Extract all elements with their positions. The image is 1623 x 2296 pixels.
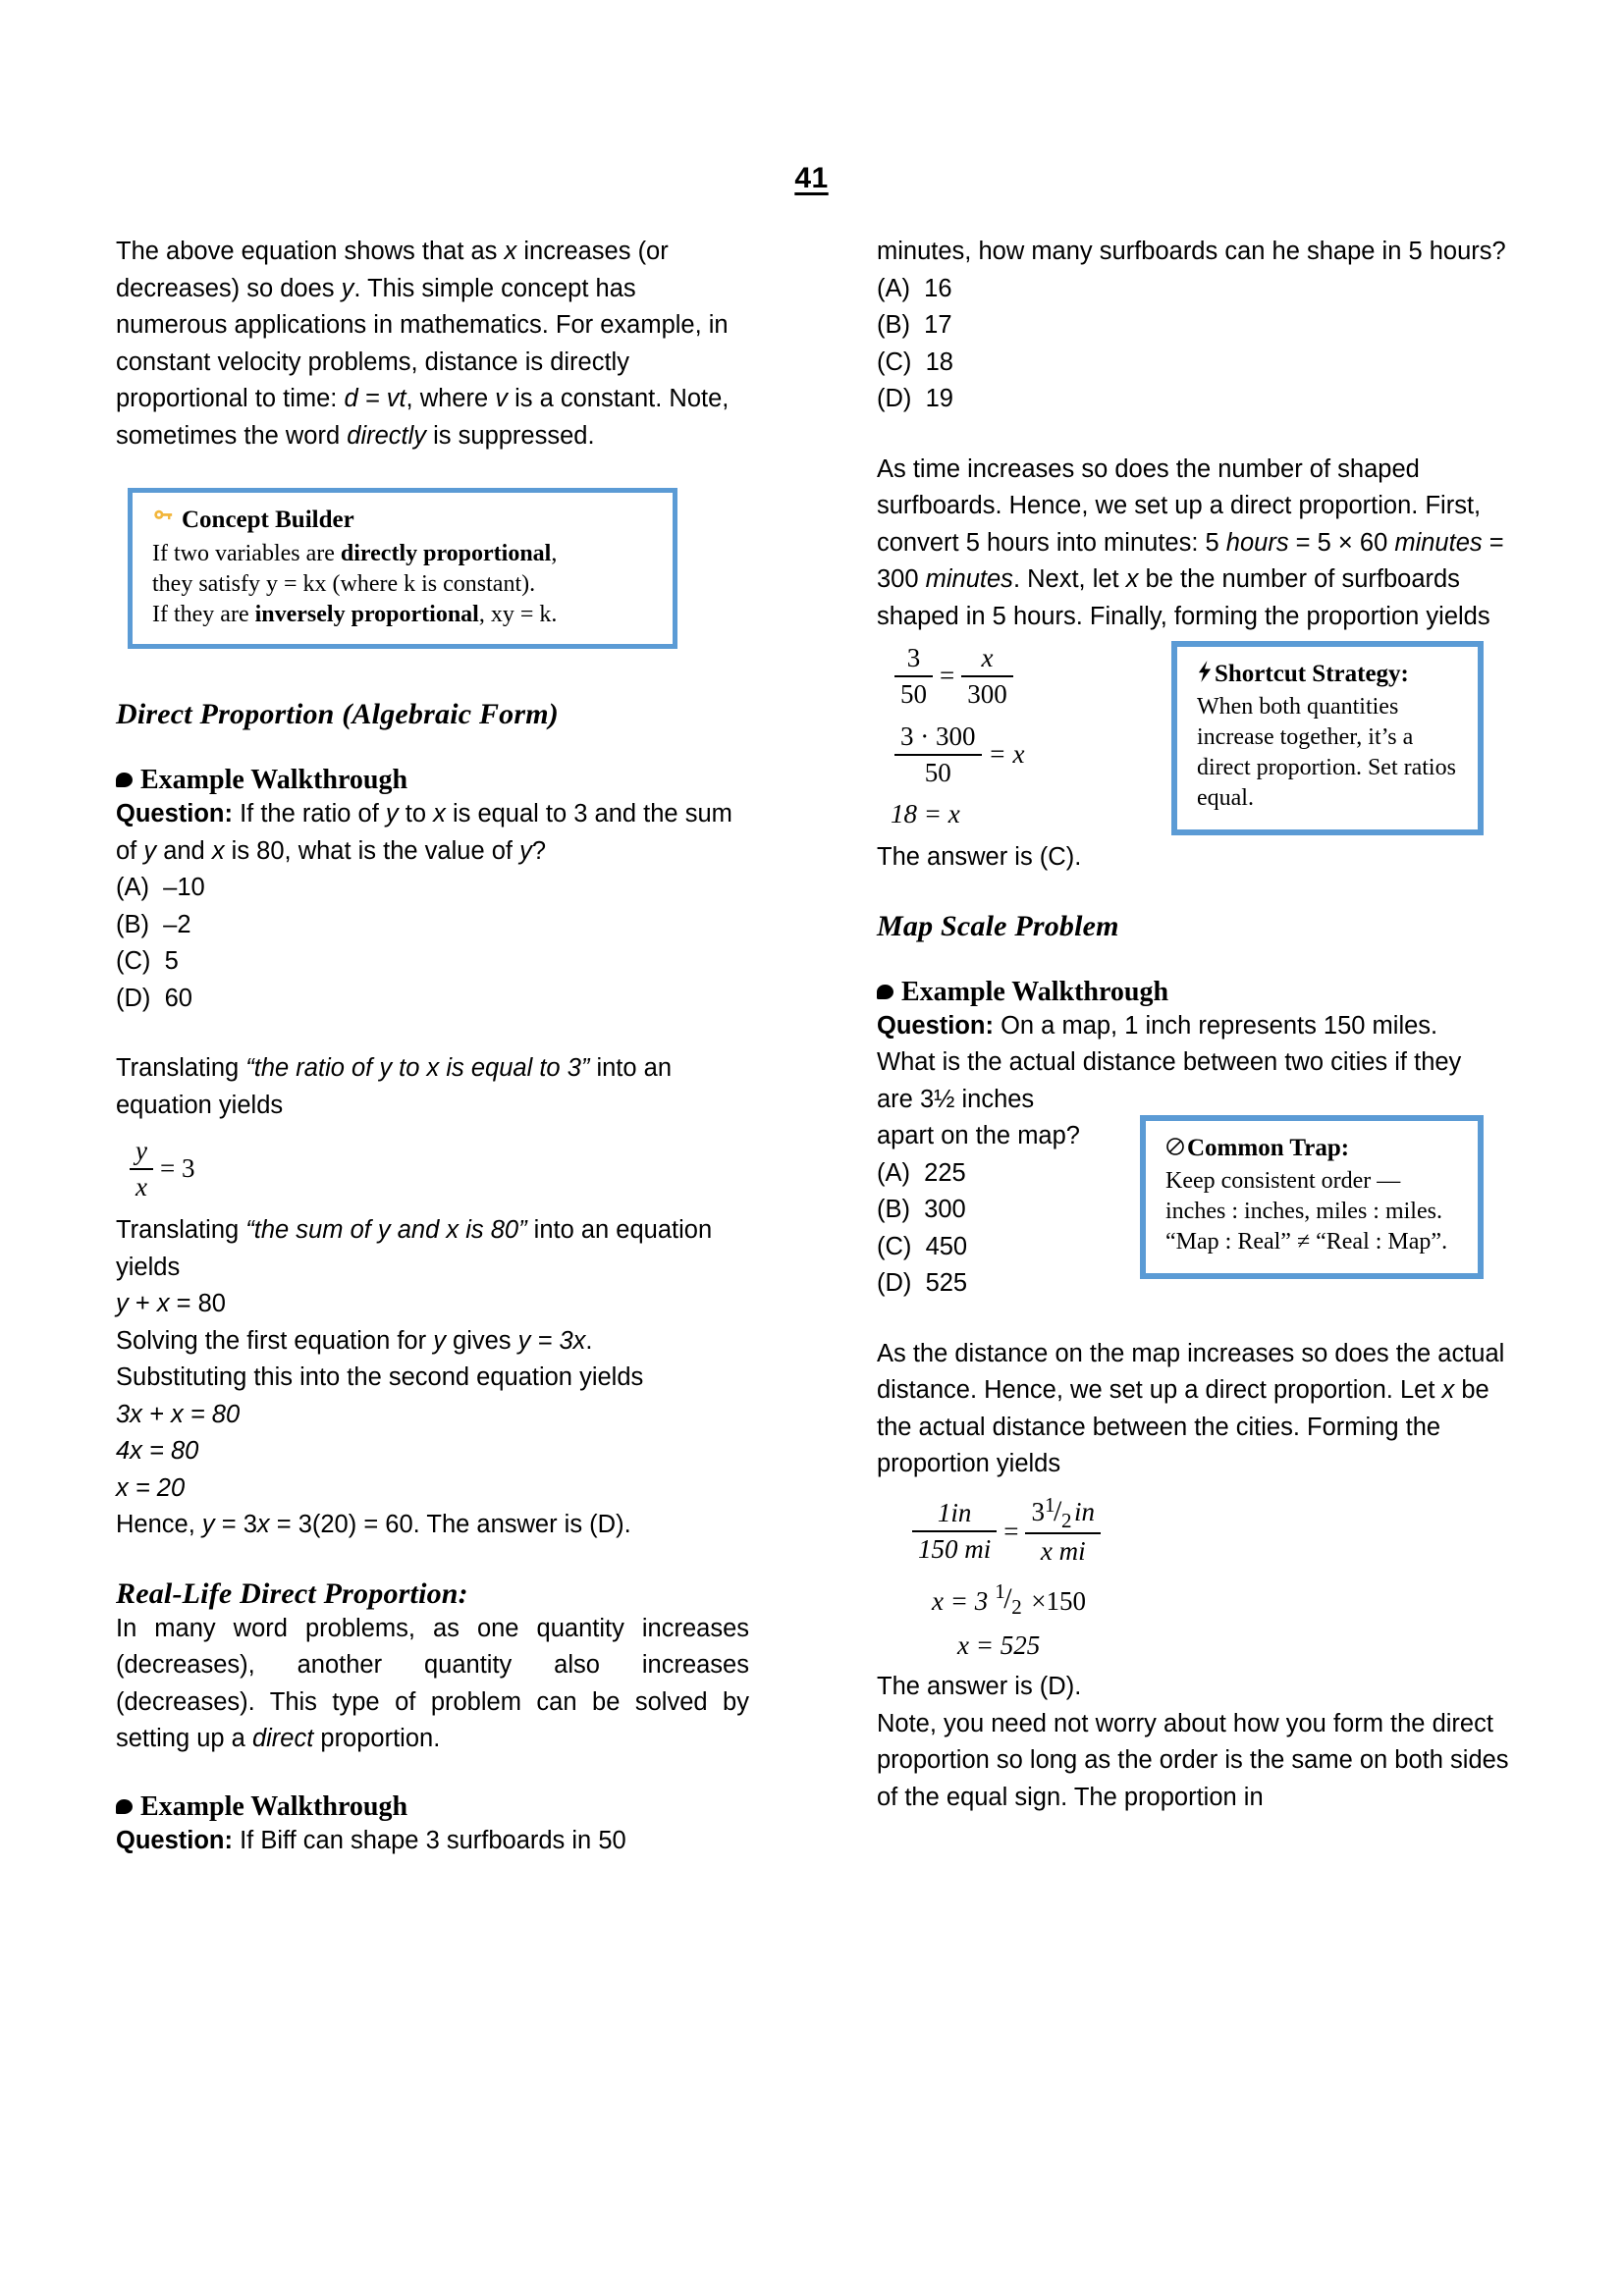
eq-sum-val: = 80 (169, 1290, 226, 1318)
question-1-label: Question: (116, 800, 233, 828)
mixed-denominator: 2 (1060, 1509, 1072, 1533)
equals-sign: = (940, 661, 955, 691)
answer-choice[interactable]: (D) 60 (116, 984, 192, 1012)
mixed-numerator: 1 (1044, 1493, 1055, 1518)
answer-line-1: The answer is (C). (877, 843, 1082, 871)
answer-choice[interactable]: (B) 300 (877, 1196, 966, 1223)
fraction-denominator: 50 (924, 758, 951, 788)
fraction-denominator: 50 (900, 679, 927, 710)
eq-sum-plus: + (128, 1290, 157, 1318)
solve-step (116, 1433, 749, 1470)
question-2 (116, 1823, 749, 1860)
common-trap-line-3: “Map : Real” ≠ “Real : Map”. (1165, 1228, 1448, 1255)
fraction-numerator: y (135, 1136, 147, 1165)
sl1-eq: y = 3x (517, 1326, 586, 1355)
concept-builder-line-3 (152, 600, 655, 630)
translate-line-1 (116, 1050, 749, 1124)
map-step2-b: ×150 (1031, 1585, 1086, 1616)
equation-step-2 (894, 721, 1171, 788)
fraction-bar (894, 675, 933, 677)
note-paragraph: Note, you need not worry about how you form the direct proportion so long as the order is the same on both sides of the equal sign. The proportion in (877, 1709, 1509, 1811)
fraction-denominator: 300 (967, 679, 1007, 710)
fraction-x-300 (961, 643, 1013, 710)
section-heading-direct-proportion: Direct Proportion (Algebraic Form) (116, 698, 559, 730)
intro-text-6: is suppressed. (426, 421, 595, 450)
example-walkthrough-label-2: Example Walkthrough (140, 1790, 408, 1822)
sl1-c: . (585, 1326, 593, 1355)
answer-choice[interactable]: (D) 525 (877, 1269, 968, 1297)
answer-choice[interactable]: (D) 19 (877, 385, 953, 412)
fraction-numerator (1025, 1493, 1101, 1533)
ex1-b: = 5 × 60 (1288, 528, 1395, 557)
right-column (877, 234, 1510, 1859)
common-trap-line-2: inches : inches, miles : miles. (1165, 1198, 1442, 1224)
intro-var-y: y (341, 274, 354, 302)
lightning-icon (1197, 660, 1213, 690)
cb-l1a: If two variables are (152, 541, 341, 566)
ex1-d: . Next, let (1012, 565, 1126, 593)
mixed-fraction (995, 1579, 1024, 1620)
explanation-paragraph-2 (877, 1336, 1510, 1483)
key-icon (152, 507, 174, 537)
eq-sum-y: y (116, 1290, 129, 1318)
real-life-paragraph (116, 1611, 749, 1758)
intro-word-directly: directly (347, 421, 427, 450)
answer-choice[interactable]: (A) –10 (116, 874, 205, 901)
question-3-line-4: apart on the map? (877, 1122, 1080, 1149)
fraction-bar (1025, 1532, 1101, 1534)
solve-step (116, 1397, 749, 1434)
common-trap-title: Common Trap: (1187, 1134, 1350, 1161)
question-3-line-2: What is the actual distance between two cities if they (877, 1048, 1462, 1076)
intro-var-v: v (495, 385, 508, 412)
fraction-bar (130, 1168, 153, 1170)
translate-line-2 (116, 1212, 749, 1286)
shortcut-body: When both quantities increase together, it’s a direct proportion. Set ratios equal. (1197, 694, 1456, 811)
question-2-label: Question: (116, 1826, 233, 1854)
solve-step-2: 4x = 80 (116, 1437, 199, 1466)
answer-choice[interactable]: (B) 17 (877, 311, 952, 339)
solve-step-1: 3x + x = 80 (116, 1400, 241, 1428)
slash-glyph: / (1003, 1582, 1012, 1616)
q1-t3: is equal to 3 and the sum of (116, 800, 732, 865)
sl1-y: y (433, 1326, 446, 1355)
map-step2-a: x = 3 (932, 1585, 989, 1616)
fraction-denominator: x (135, 1172, 147, 1202)
q1-t1: If the ratio of (233, 800, 386, 828)
fraction-bar (961, 675, 1013, 677)
ex2-x: x (1441, 1376, 1455, 1404)
q1-x2: x (211, 836, 225, 865)
conc-c: = 3(20) = 60. The answer is (D). (269, 1511, 631, 1539)
cb-l1b: directly proportional (340, 541, 552, 566)
tl1-a: Translating (116, 1054, 246, 1082)
q1-t2: to (398, 800, 434, 828)
concept-builder-callout (128, 488, 677, 649)
answer-choice[interactable]: (A) 225 (877, 1158, 966, 1187)
ex1-min1: minutes (1394, 528, 1483, 557)
shortcut-title: Shortcut Strategy: (1215, 661, 1409, 687)
intro-text-3: . This simple concept has numerous applications in mathematics. For example, in constant velocity problems, distance is directly proportional to time: (116, 274, 729, 412)
sl1-a: Solving the first equation for (116, 1326, 434, 1355)
bullet-icon (116, 773, 133, 787)
shortcut-strategy-callout (1171, 641, 1484, 835)
intro-paragraph (116, 234, 749, 454)
mixed-whole: 3 (1031, 1496, 1045, 1526)
two-column-layout (116, 234, 1510, 1859)
answer-choice[interactable]: (C) 18 (877, 347, 953, 376)
intro-text-1: The above equation shows that as (116, 238, 505, 265)
tl2-quote: “the sum of y and x is 80” (245, 1216, 527, 1245)
example-walkthrough-label-3: Example Walkthrough (901, 976, 1169, 1007)
example-walkthrough-heading-1 (116, 765, 749, 796)
q3-l1: On a map, 1 inch represents 150 miles. (994, 1011, 1438, 1040)
ex2-b: be the actual distance between the cities. Forming the proportion yields (877, 1376, 1489, 1477)
fraction-1in-150mi (912, 1498, 997, 1565)
q1-y3: y (519, 836, 532, 865)
fraction-bar (912, 1530, 997, 1532)
fraction-denominator: x mi (1040, 1536, 1086, 1567)
fraction-numerator: x (981, 643, 994, 672)
equation-step2-rhs: = x (988, 739, 1025, 770)
fraction-numerator: 3 (906, 643, 921, 672)
solve-line-1 (116, 1323, 749, 1361)
slash-glyph: / (1053, 1495, 1062, 1528)
question-2-text: If Biff can shape 3 surfboards in 50 (233, 1826, 626, 1854)
solve-step (116, 1470, 749, 1508)
intro-var-x: x (504, 238, 517, 265)
ex1-e: be the number of surfboards shaped in 5 hours. Finally, forming the proportion yields (877, 565, 1490, 630)
rl-i: direct (251, 1725, 314, 1753)
rl-b: proportion. (313, 1725, 441, 1753)
section-heading-map-scale: Map Scale Problem (877, 909, 1119, 942)
equals-sign: = (1003, 1516, 1019, 1546)
q1-y2: y (143, 836, 157, 865)
ex1-hours: hours (1225, 528, 1289, 557)
example-walkthrough-heading-3 (877, 977, 1510, 1008)
equation-rhs: = 3 (159, 1153, 195, 1184)
answer-line-2: The answer is (D). (877, 1673, 1082, 1701)
ex1-x: x (1125, 565, 1139, 593)
answer-choice[interactable]: (B) –2 (116, 910, 191, 938)
page-number: 41 (794, 162, 829, 194)
ex1-a: As time increases so does the number of shaped surfboards. Hence, we set up a direct proportion. First, convert 5 hours into minutes: 5 (877, 454, 1482, 557)
question-3-label: Question: (877, 1011, 994, 1040)
mixed-numerator: 1 (995, 1579, 1005, 1604)
fraction-3x300-50 (894, 721, 982, 788)
equation-y-over-x (130, 1136, 749, 1202)
mixed-fraction (1044, 1493, 1074, 1533)
intro-text-4: , where (406, 385, 496, 412)
fraction-numerator: 1in (937, 1498, 972, 1528)
cb-l3a: If they are (152, 602, 255, 627)
example-walkthrough-label-1: Example Walkthrough (140, 765, 408, 795)
intro-eq-dvt: d = vt (344, 385, 406, 412)
eq-sum-x: x (156, 1290, 170, 1318)
concept-builder-line-1 (152, 539, 655, 569)
shortcut-title-row (1197, 659, 1462, 690)
fraction-numerator: 3 · 300 (900, 721, 976, 752)
fraction-bar (894, 754, 982, 756)
q1-x1: x (433, 800, 446, 828)
conclusion-line (116, 1507, 749, 1544)
equation-step-3: 18 = x (891, 799, 960, 829)
question-3-line-3: are 3½ inches (877, 1085, 1035, 1113)
question-2-continuation: minutes, how many surfboards can he shape in 5 hours? (877, 238, 1506, 265)
question-3-line-1 (877, 1008, 1510, 1045)
mixed-denominator: 2 (1011, 1595, 1022, 1620)
answer-choice[interactable]: (C) 450 (877, 1232, 968, 1260)
fraction-3-50 (894, 643, 933, 710)
q1-y1: y (385, 800, 399, 828)
solve-step-3: x = 20 (116, 1473, 186, 1502)
fraction-denominator: 150 mi (918, 1534, 992, 1565)
tl1-b: into an equation yields (116, 1054, 673, 1119)
tl2-a: Translating (116, 1216, 246, 1245)
q1-t5: is 80, what is the value of (224, 836, 520, 865)
solve-line-2: Substituting this into the second equation yields (116, 1363, 644, 1392)
conc-a: Hence, (116, 1511, 202, 1539)
left-column (116, 234, 749, 1859)
question3-choices-block (877, 1082, 1140, 1303)
q1-t4: and (156, 836, 212, 865)
answer-choice[interactable]: (C) 5 (116, 947, 179, 975)
cb-l3b: inversely proportional (254, 602, 479, 627)
question-1 (116, 796, 749, 870)
rl-a: In many word problems, as one quantity increases (decreases), another quantity also increases (decreases). This type of problem can be solved by setting up a (116, 1614, 749, 1753)
intro-text-2: increases (or decreases) so does (116, 238, 669, 302)
conc-y: y (201, 1511, 215, 1539)
no-entry-icon (1165, 1134, 1185, 1164)
equation-map-proportion (912, 1493, 1510, 1568)
bullet-icon (877, 985, 893, 999)
tl1-quote: “the ratio of y to x is equal to 3” (245, 1054, 590, 1082)
equation-and-shortcut-row (877, 635, 1510, 835)
explanation-paragraph-1 (877, 452, 1510, 636)
cb-l3c: , xy = k. (478, 602, 558, 627)
intro-text-5: is a constant. Note, sometimes the word (116, 385, 730, 450)
equation-proportion-surfboards (894, 643, 1171, 710)
sl1-b: gives (445, 1326, 518, 1355)
cb-l1c: , (551, 541, 558, 566)
equation-map-step-3: x = 525 (957, 1630, 1041, 1661)
example-walkthrough-heading-2 (116, 1791, 749, 1823)
ex2-a: As the distance on the map increases so does the actual distance. Hence, we set up a direct proportion. Let (877, 1339, 1505, 1404)
fraction-3half-in-xmi (1025, 1493, 1101, 1568)
section-heading-real-life: Real-Life Direct Proportion: (116, 1576, 468, 1610)
common-trap-line-1: Keep consistent order — (1165, 1167, 1401, 1194)
equation-map-step-2 (932, 1579, 1510, 1620)
question3-and-trap-row (877, 1082, 1510, 1303)
concept-builder-title-row (152, 505, 655, 537)
conc-b: = 3 (214, 1511, 257, 1539)
fraction-y-x (130, 1136, 153, 1202)
concept-builder-line-2: they satisfy y = kx (where k is constant). (152, 571, 536, 597)
concept-builder-title: Concept Builder (182, 507, 354, 533)
equation-sum (116, 1286, 749, 1323)
bullet-icon (116, 1799, 133, 1814)
unit-in: in (1073, 1496, 1095, 1526)
common-trap-callout (1140, 1115, 1484, 1279)
common-trap-title-row (1165, 1133, 1462, 1164)
ex1-c: = 300 (877, 528, 1504, 593)
tl2-b: into an equation yields (116, 1216, 713, 1281)
conc-x: x (256, 1511, 270, 1539)
surfboard-equations (877, 635, 1171, 829)
answer-choice[interactable]: (A) 16 (877, 274, 952, 302)
q1-t6: ? (531, 836, 547, 865)
ex1-min2: minutes (925, 565, 1013, 593)
